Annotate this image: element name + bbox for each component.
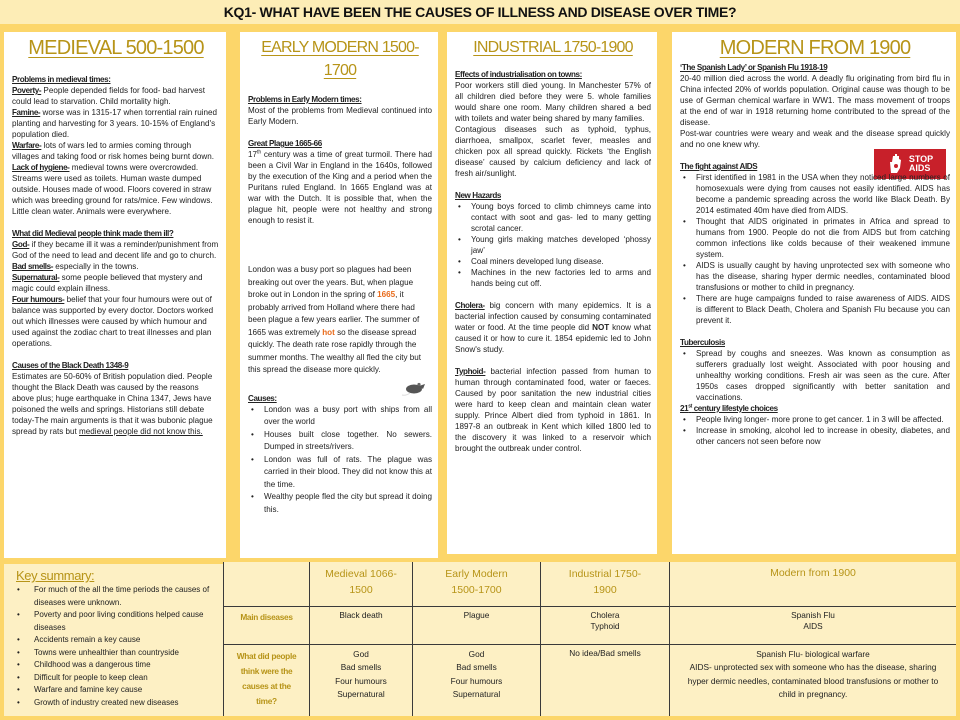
medieval-heading: MEDIEVAL 500-1500 <box>28 37 204 59</box>
list-item: • Accidents remain a key cause <box>10 634 217 647</box>
list-item: • Growth of industry created new diseases <box>10 697 217 710</box>
list-item: • Increase in smoking, alcohol led to increase in obesity, diabetes, and other cancers not seen before now <box>680 425 950 447</box>
table-cell: God Bad smells Four humours Supernatural <box>413 644 541 716</box>
typhoid-text: Typhoid- bacterial infection passed from human to human through contaminated food, water or faeces. Caused by poor sanitation the new industrial cities were hard to keep clean and maintain clean water supply. Prince Albert died from typhoid in 1861. In 1897-8 an outbreak in Kent which killed 1800 led to the discovery it was linked to a reservoir which brought the outbreak under control. <box>455 367 651 453</box>
london-text: London was a busy port so plagues had been breaking out over the years. But, when plague broke out in London in the spring of 1665, it probably arrived from Holland where there had been plague a few years earlier. The summer of 1665 was extremely hot so the disease spread quickly. The death rate rose rapidly through the summer months. The wealthy all fled the city but this spread the disease more quickly. <box>248 265 422 374</box>
early-modern-heading: EARLY MODERN 1500-1700 <box>261 39 419 79</box>
table-header: Medieval 1066-1500 <box>310 562 413 606</box>
early-problems-text: Most of the problems from Medieval continued into Early Modern. <box>248 106 432 126</box>
highlight-year: 1665 <box>377 290 396 299</box>
list-item: • Childhood was a dangerous time <box>10 659 217 672</box>
medieval-belief-item: Supernatural- some people believed that mystery and magic could explain illness. <box>12 273 203 293</box>
list-item: • Poverty and poor living conditions helped cause diseases <box>10 609 217 634</box>
rat-icon <box>400 379 426 397</box>
list-item: • Towns were unhealthier than countryside <box>10 647 217 660</box>
table-header: Modern from 1900 <box>670 562 957 606</box>
causes-title: Causes: <box>248 393 277 403</box>
panel-modern <box>672 32 956 554</box>
table-cell: God Bad smells Four humours Supernatural <box>310 644 413 716</box>
list-item: • Spread by coughs and sneezes. Was known as consumption as sufferers gradually lost weight. Associated with poor housing and unhealthy working conditions. Fresh air was seen as the cure. After 1950s cases dropped significantly with better sanitation and vaccinations. <box>680 348 950 403</box>
key-summary-list <box>10 584 217 709</box>
medieval-problem-item: Poverty- People depended fields for food- bad harvest could lead to starvation. Child mortality high. <box>12 86 205 106</box>
modern-heading: MODERN FROM 1900 <box>719 37 911 59</box>
spanish-flu-text-2: Post-war countries were weary and weak and the disease spread quickly and no one knew why. <box>680 129 950 149</box>
table-cell: No idea/Bad smells <box>541 644 670 716</box>
blackdeath-title: Causes of the Black Death 1348-9 <box>12 361 129 370</box>
highlight-hot: hot <box>322 327 335 337</box>
table-header: Industrial 1750-1900 <box>541 562 670 606</box>
hazards-list <box>455 201 651 289</box>
row-label: Main diseases <box>224 606 310 644</box>
causes-list <box>248 404 432 517</box>
list-item: • Thought that AIDS originated in primates in Africa and spread to humans from 1900. People do not die from AIDS but from catching common infections like colds because of their weakened immune system. <box>680 216 950 260</box>
list-item: • AIDS is usually caught by having unprotected sex with someone who has the disease, sharing hyper dermic needles, contaminated blood transfusions or mother to child in pregnancy. <box>680 260 950 293</box>
panel-medieval <box>4 32 226 558</box>
panel-early-modern <box>240 32 438 558</box>
tb-list <box>680 348 950 403</box>
list-item: • For much of the all the time periods the causes of diseases were unknown. <box>10 584 217 609</box>
list-item: • Houses built close together. No sewers. Dumped in streets/rivers. <box>248 429 432 454</box>
list-item: • Young boys forced to climb chimneys came into contact with soot and gas- led to many getting scrotal cancer. <box>455 201 651 234</box>
medieval-belief-item: Four humours- belief that your four humours were out of balance was supported by every doctor. Doctors worked out which illnesses were caused by which humour and used against the zodiac chart to treat illnesses and plan operations. <box>12 295 214 348</box>
table-header <box>224 562 310 606</box>
early-problems-title: Problems in Early Modern times: <box>248 95 362 104</box>
table-header-row <box>224 562 957 606</box>
list-item: • Wealthy people fled the city but spread it doing this. <box>248 491 432 516</box>
effects-title: Effects of industrialisation on towns: <box>455 70 582 79</box>
medieval-beliefs-title: What did Medieval people think made them ill? <box>12 229 174 238</box>
summary-table <box>223 562 956 716</box>
key-summary <box>4 564 223 716</box>
lifestyle-title: 21st century lifestyle choices <box>680 403 778 413</box>
page-title: KQ1- WHAT HAVE BEEN THE CAUSES OF ILLNESS AND DISEASE OVER TIME? <box>0 0 960 28</box>
medieval-problem-item: Famine- worse was in 1315-17 when torrential rain ruined planting and harvesting for 3 years. 10-15% of England's population died. <box>12 108 218 139</box>
lifestyle-list <box>680 414 950 447</box>
great-plague-title: Great Plague 1665-66 <box>248 139 322 148</box>
industrial-heading: INDUSTRIAL 1750-1900 <box>473 39 633 56</box>
row-label: What did people think were the causes at the time? <box>224 644 310 716</box>
key-summary-title: Key summary: <box>16 568 95 583</box>
list-item: • Young girls making matches developed ‘phossy jaw’ <box>455 234 651 256</box>
table-cell: Plague <box>413 606 541 644</box>
hazards-title: New Hazards <box>455 191 501 200</box>
list-item: • People living longer- more prone to get cancer. 1 in 3 will be affected. <box>680 414 950 425</box>
list-item: • London was a busy port with ships from all over the world <box>248 404 432 429</box>
stop-aids-logo: STOP AIDS <box>874 149 946 179</box>
effects-text: Poor workers still died young. In Manchester 57% of all children died before they were 5. whole families would share one room. Many children shared a bed with toilets and water being shared by many families. <box>455 81 651 123</box>
list-item: • There are huge campaigns funded to raise awareness of AIDS. AIDS is different to Black Death, Cholera and Spanish Flu because you can prevent it. <box>680 293 950 326</box>
aids-title: The fight against AIDS <box>680 162 758 171</box>
list-item: • London was full of rats. The plague was carried in their blood. They did not know this at the time. <box>248 454 432 492</box>
cholera-text: Cholera- big concern with many epidemics. It is a bacterial infection caused by consuming contaminated water or food. At the time people did NOT know what caused it or how to cure it. 1854 epidemic led to John Snow's study. <box>455 301 651 354</box>
table-header: Early Modern 1500-1700 <box>413 562 541 606</box>
list-item: • Machines in the new factories led to arms and hands being cut off. <box>455 267 651 289</box>
medieval-belief-item: God- if they became ill it was a reminder/punishment from God of the need to lead and decent life and go to church. <box>12 240 219 260</box>
great-plague-text: 17th century was a time of great turmoil. There had been a Civil War in England in the 1640s, followed by the execution of the King and a period when the Puritans ruled England. In 1665 England was at war with the Dutch. It is possible that, when the plague hit, people were not healthy and strong enough to resist it. <box>248 149 432 225</box>
list-item: • Warfare and famine key cause <box>10 684 217 697</box>
medieval-belief-item: Bad smells- especially in the towns. <box>12 262 139 271</box>
list-item: • Coal miners developed lung disease. <box>455 256 651 267</box>
medieval-problems-title: Problems in medieval times: <box>12 75 111 84</box>
aids-list <box>680 172 950 326</box>
list-item: • Difficult for people to keep clean <box>10 672 217 685</box>
medieval-problem-item: Warfare- lots of wars led to armies coming through villages and taking food or risk homes being burnt down. <box>12 141 215 161</box>
table-row <box>224 606 957 644</box>
list-item: • First identified in 1981 in the USA when they noticed large numbers of homosexuals were dying from causes not easily identified. AIDS has become a pandemic spreading across the world like Black Death. By 2014 estimated 40m have died from AIDS. <box>680 172 950 216</box>
panel-industrial <box>447 32 657 554</box>
tb-title: Tuberculosis <box>680 338 725 347</box>
table-cell: Spanish Flu- biological warfare AIDS- unprotected sex with someone who has the disease, sharing hyper dermic needles, contaminated blood transfusions or mother to child in pregnancy. <box>670 644 957 716</box>
blackdeath-text: Estimates are 50-60% of British population died. People thought the Black Death was caused by the reasons above plus; huge earthquake in China 1347, Jews have poisoned the wells and springs. Historians still debate today-The main arguments is that it was bubonic plague spread by rats but medieval people did not know this. <box>12 372 213 436</box>
table-row <box>224 644 957 716</box>
effects-text-2: Contagious diseases such as typhoid, typhus, diarrhoea, smallpox, scarlet fever, measles and chicken pox all spread quickly. Rickets ‘the English disease’ caused by calcium deficiency and lack of fresh air/sunlight. <box>455 125 651 178</box>
table-cell: Black death <box>310 606 413 644</box>
table-cell: Spanish Flu AIDS <box>670 606 957 644</box>
table-cell: Cholera Typhoid <box>541 606 670 644</box>
medieval-problem-item: Lack of hygiene- medieval towns were overcrowded. Streams were used as toilets. Human waste dumped outside. Houses made of wood. Floors covered in straw which was breeding ground for rats/mice. Few windows. Little clean water. Animals were everywhere. <box>12 163 213 216</box>
spanish-flu-title: ‘The Spanish Lady’ or Spanish Flu 1918-19 <box>680 63 828 72</box>
spanish-flu-text: 20-40 million died across the world. A deadly flu originating from bird flu in China infected 20% of worlds population. Original cause was though to be use of German chemical warfare in WW1. The mass movement of troops at the end of war in 1918 returning home contributed to the spread of the disease. <box>680 74 950 127</box>
